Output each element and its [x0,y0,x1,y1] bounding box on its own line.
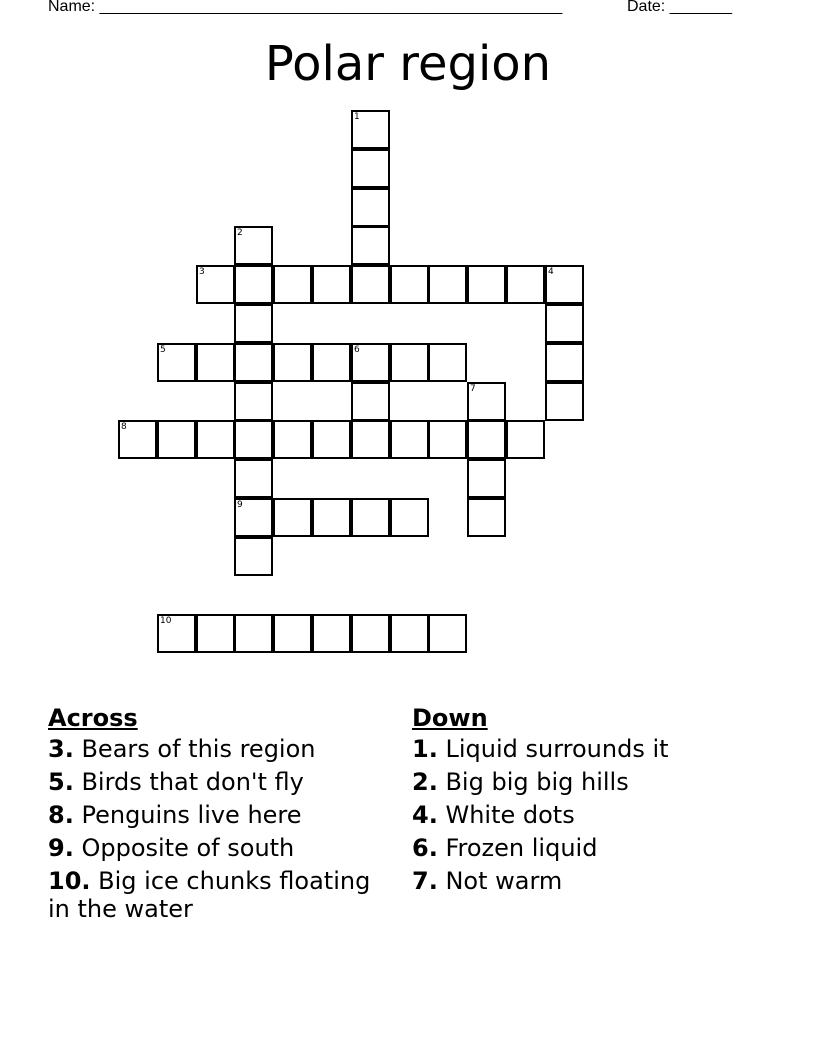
cell-number: 6 [354,345,360,355]
cell-number: 7 [470,384,476,394]
grid-cell[interactable] [545,304,584,343]
clue-text: Birds that don't fly [81,768,304,796]
clue-text: Not warm [445,867,563,895]
name-field-label[interactable]: Name: ____________________________________________________ [48,0,563,15]
cell-number: 3 [199,267,205,277]
clue-number: 9. [48,834,74,862]
across-clue [48,834,398,862]
grid-cell[interactable] [234,343,273,382]
cell-number: 9 [237,500,243,510]
grid-cell[interactable] [196,343,235,382]
grid-cell[interactable] [273,343,312,382]
down-clues [412,701,772,900]
down-clue [412,834,772,862]
grid-cell[interactable] [545,343,584,382]
cell-number: 1 [354,112,360,122]
grid-cell[interactable] [234,614,273,653]
grid-cell[interactable] [351,614,390,653]
cell-number: 10 [160,616,172,626]
grid-cell[interactable] [467,459,506,498]
grid-cell[interactable] [273,265,312,304]
date-field-label[interactable]: Date: _______ [627,0,732,15]
grid-cell[interactable] [351,420,390,459]
grid-cell[interactable] [351,343,390,382]
cell-number: 4 [548,267,554,277]
grid-cell[interactable] [157,420,196,459]
grid-cell[interactable] [312,265,351,304]
grid-cell[interactable] [351,149,390,188]
grid-cell[interactable] [467,498,506,537]
grid-cell[interactable] [428,614,467,653]
down-heading: Down [412,704,488,732]
grid-cell[interactable] [351,265,390,304]
grid-cell[interactable] [312,498,351,537]
grid-cell[interactable] [506,420,545,459]
clue-text: Big ice chunks floating in the water [48,867,371,923]
clue-number: 6. [412,834,438,862]
grid-cell[interactable] [118,420,157,459]
grid-cell[interactable] [273,420,312,459]
grid-cell[interactable] [390,498,429,537]
across-clue [48,735,398,763]
grid-cell[interactable] [196,420,235,459]
down-clue [412,801,772,829]
clue-number: 8. [48,801,74,829]
grid-cell[interactable] [234,459,273,498]
grid-cell[interactable] [273,498,312,537]
cell-number: 8 [121,422,127,432]
grid-cell[interactable] [234,226,273,265]
down-clue [412,768,772,796]
clue-text: Penguins live here [81,801,302,829]
grid-cell[interactable] [234,498,273,537]
grid-cell[interactable] [467,382,506,421]
grid-cell[interactable] [234,420,273,459]
grid-cell[interactable] [351,382,390,421]
clue-text: Liquid surrounds it [445,735,669,763]
page-title: Polar region [264,36,552,92]
clue-number: 1. [412,735,438,763]
clue-text: Bears of this region [81,735,316,763]
grid-cell[interactable] [157,614,196,653]
clue-number: 2. [412,768,438,796]
grid-cell[interactable] [390,614,429,653]
across-clue [48,801,398,829]
clue-text: Opposite of south [81,834,295,862]
clue-number: 5. [48,768,74,796]
clue-number: 10. [48,867,91,895]
grid-cell[interactable] [390,265,429,304]
clue-number: 4. [412,801,438,829]
grid-cell[interactable] [351,110,390,149]
grid-cell[interactable] [196,614,235,653]
grid-cell[interactable] [506,265,545,304]
clue-number: 3. [48,735,74,763]
grid-cell[interactable] [428,265,467,304]
grid-cell[interactable] [273,614,312,653]
grid-cell[interactable] [390,420,429,459]
clue-number: 7. [412,867,438,895]
grid-cell[interactable] [467,420,506,459]
grid-cell[interactable] [351,498,390,537]
grid-cell[interactable] [351,188,390,227]
across-clues [48,701,398,928]
grid-cell[interactable] [351,226,390,265]
grid-cell[interactable] [390,343,429,382]
grid-cell[interactable] [196,265,235,304]
grid-cell[interactable] [545,382,584,421]
across-clue [48,867,398,923]
grid-cell[interactable] [234,265,273,304]
grid-cell[interactable] [234,382,273,421]
down-clue [412,735,772,763]
grid-cell[interactable] [312,614,351,653]
clue-text: Big big big hills [445,768,629,796]
across-heading: Across [48,704,138,732]
grid-cell[interactable] [428,343,467,382]
down-clue [412,867,772,895]
grid-cell[interactable] [234,304,273,343]
grid-cell[interactable] [312,420,351,459]
grid-cell[interactable] [157,343,196,382]
grid-cell[interactable] [428,420,467,459]
grid-cell[interactable] [467,265,506,304]
grid-cell[interactable] [545,265,584,304]
grid-cell[interactable] [312,343,351,382]
clue-text: White dots [445,801,575,829]
cell-number: 2 [237,228,243,238]
grid-cell[interactable] [234,537,273,576]
clue-text: Frozen liquid [445,834,598,862]
cell-number: 5 [160,345,166,355]
across-clue [48,768,398,796]
